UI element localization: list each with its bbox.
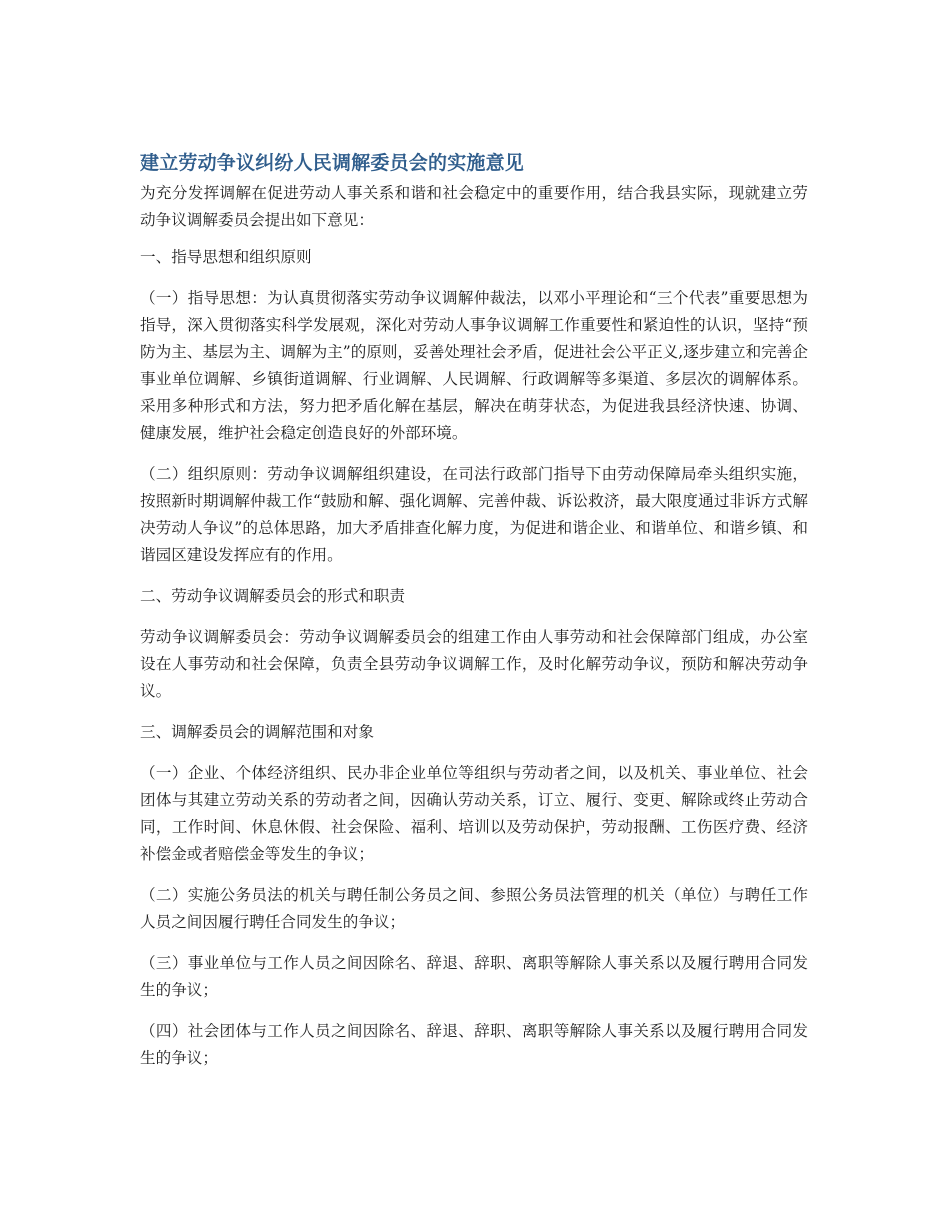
section-3-paragraph-4: （四）社会团体与工作人员之间因除名、辞退、辞职、离职等解除人事关系以及履行聘用合同发生的争议； [140, 1022, 808, 1067]
section-1-paragraph-2: （二）组织原则：劳动争议调解组织建设，在司法行政部门指导下由劳动保障局牵头组织实施，按照新时期调解仲裁工作“鼓励和解、强化调解、完善仲裁、诉讼救济，最大限度通过非诉方式解决劳动人争议”的总体思路，加大矛盾排查化解力度，为促进和谐企业、和谐单位、和谐乡镇、和谐园区建设发挥应有的作用。 [140, 465, 808, 564]
section-3-paragraph-1: （一）企业、个体经济组织、民办非企业单位等组织与劳动者之间，以及机关、事业单位、社会团体与其建立劳动关系的劳动者之间，因确认劳动关系，订立、履行、变更、解除或终止劳动合同，工作时间、休息休假、社会保险、福利、培训以及劳动保护，劳动报酬、工伤医疗费、经济补偿金或者赔偿金等发生的争议； [140, 764, 808, 863]
section-1-paragraph-1: （一）指导思想：为认真贯彻落实劳动争议调解仲裁法，以邓小平理论和“三个代表”重要思想为指导，深入贯彻落实科学发展观，深化对劳动人事争议调解工作重要性和紧迫性的认识，坚持“预防为主、基层为主、调解为主”的原则，妥善处理社会矛盾，促进社会公平正义,逐步建立和完善企事业单位调解、乡镇街道调解、行业调解、人民调解、行政调解等多渠道、多层次的调解体系。采用多种形式和方法，努力把矛盾化解在基层，解决在萌芽状态，为促进我县经济快速、协调、健康发展，维护社会稳定创造良好的外部环境。 [140, 289, 808, 442]
section-2-paragraph-1: 劳动争议调解委员会：劳动争议调解委员会的组建工作由人事劳动和社会保障部门组成，办公室设在人事劳动和社会保障，负责全县劳动争议调解工作，及时化解劳动争议，预防和解决劳动争议。 [140, 628, 808, 700]
section-1-heading: 一、指导思想和组织原则 [140, 248, 312, 266]
intro-paragraph: 为充分发挥调解在促进劳动人事关系和谐和社会稳定中的重要作用，结合我县实际，现就建立劳动争议调解委员会提出如下意见： [140, 184, 808, 229]
document-page [140, 148, 808, 1072]
section-3-paragraph-2: （二）实施公务员法的机关与聘任制公务员之间、参照公务员法管理的机关（单位）与聘任工作人员之间因履行聘任合同发生的争议； [140, 886, 808, 931]
section-3-paragraph-3: （三）事业单位与工作人员之间因除名、辞退、辞职、离职等解除人事关系以及履行聘用合同发生的争议； [140, 954, 808, 999]
section-2-heading: 二、劳动争议调解委员会的形式和职责 [140, 587, 406, 605]
document-title: 建立劳动争议纠纷人民调解委员会的实施意见 [140, 152, 525, 174]
section-3-heading: 三、调解委员会的调解范围和对象 [140, 723, 374, 741]
